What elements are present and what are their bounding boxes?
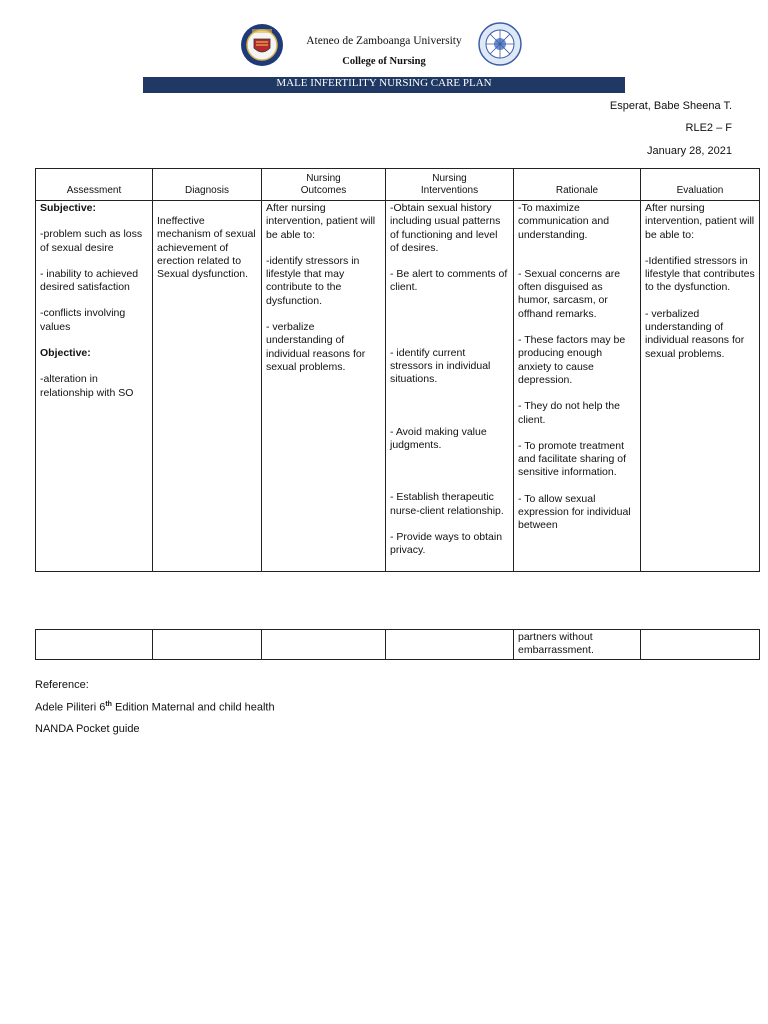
care-plan-title: MALE INFERTILITY NURSING CARE PLAN (143, 77, 625, 93)
objective-label: Objective: (40, 347, 91, 360)
student-name: Esperat, Babe Sheena T. (609, 100, 732, 112)
header-interventions (386, 169, 514, 201)
nursing-seal-icon (478, 22, 522, 66)
intervention-item: - identify current stressors in individual situations. (390, 346, 491, 386)
header-interventions-line2: Interventions (420, 184, 479, 196)
evaluation-cell (641, 630, 760, 660)
rationale-cell (514, 201, 641, 572)
reference-label: Reference: (35, 679, 89, 691)
table-header-row (36, 169, 760, 201)
intervention-item: - Avoid making value judgments. (390, 425, 487, 451)
outcome-item: -identify stressors in lifestyle that may contribute to the dysfunction. (266, 254, 360, 307)
college-name: College of Nursing (342, 56, 426, 67)
document-date: January 28, 2021 (646, 145, 732, 157)
objective-item: -alteration in relationship with SO (40, 373, 134, 399)
diagnosis-cell (153, 201, 262, 572)
header-outcomes (262, 169, 386, 201)
intervention-item: -Obtain sexual history including usual patterns of functioning and level of desires. (390, 202, 501, 254)
student-section: RLE2 – F (685, 122, 732, 134)
intervention-item: - Establish therapeutic nurse-client relationship. (390, 491, 504, 517)
header-interventions-line1: Nursing (432, 173, 467, 184)
subjective-label: Subjective: (40, 202, 97, 214)
university-name: Ateneo de Zamboanga University (306, 35, 462, 47)
rationale-item: - To promote treatment and facilitate sharing of sensitive information. (518, 439, 626, 479)
assessment-cell (36, 201, 153, 572)
assessment-cell (36, 630, 153, 660)
subjective-item: -conflicts involving values (40, 307, 126, 333)
outcomes-cell (262, 201, 386, 572)
header-rationale: Rationale (514, 169, 641, 201)
outcome-item: - verbalize understanding of individual reasons for sexual problems. (266, 321, 366, 373)
reference-text: Adele Piliteri 6 (35, 701, 106, 714)
header-outcomes-line2: Outcomes (300, 184, 347, 196)
outcomes-intro: After nursing intervention, patient will be able to: (266, 202, 376, 241)
intervention-item: - Be alert to comments of client. (390, 268, 508, 294)
reference-text: Edition Maternal and child health (111, 701, 275, 714)
outcomes-cell (262, 630, 386, 660)
table-row (36, 630, 760, 660)
evaluation-item: - verbalized understanding of individual reasons for sexual problems. (645, 307, 745, 360)
header-assessment: Assessment (36, 169, 153, 201)
interventions-cell (386, 630, 514, 660)
header-outcomes-line1: Nursing (306, 173, 341, 184)
header-diagnosis: Diagnosis (153, 169, 262, 201)
reference-item: NANDA Pocket guide (35, 723, 140, 735)
rationale-item: - They do not help the client. (518, 400, 620, 426)
interventions-cell (386, 201, 514, 572)
document-header (0, 0, 768, 100)
evaluation-cell (641, 201, 760, 572)
rationale-cell (514, 630, 641, 660)
care-plan-table-continued (35, 629, 760, 660)
rationale-continued: partners without embarrassment. (518, 631, 594, 657)
subjective-item: - inability to achieved desired satisfaction (40, 267, 139, 294)
university-seal-icon (240, 23, 284, 67)
table-row (36, 201, 760, 572)
rationale-item: - Sexual concerns are often disguised as humor, sarcasm, or offhand remarks. (518, 267, 621, 320)
rationale-item: - To allow sexual expression for individual between (518, 492, 631, 532)
subjective-item: -problem such as loss of sexual desire (40, 228, 143, 254)
header-evaluation: Evaluation (641, 169, 760, 201)
evaluation-item: -Identified stressors in lifestyle that contributes to the dysfunction. (645, 254, 755, 294)
diagnosis-cell (153, 630, 262, 660)
diagnosis-text: Ineffective mechanism of sexual achievement of erection related to Sexual dysfunction. (157, 215, 256, 281)
evaluation-intro: After nursing intervention, patient will be able to: (645, 202, 755, 241)
rationale-item: - These factors may be producing enough anxiety to cause depression. (518, 334, 626, 386)
reference-superscript: th (105, 701, 112, 708)
rationale-item: -To maximize communication and understanding. (518, 202, 610, 241)
reference-item (35, 701, 275, 714)
care-plan-table (35, 168, 760, 572)
intervention-item: - Provide ways to obtain privacy. (390, 530, 503, 557)
